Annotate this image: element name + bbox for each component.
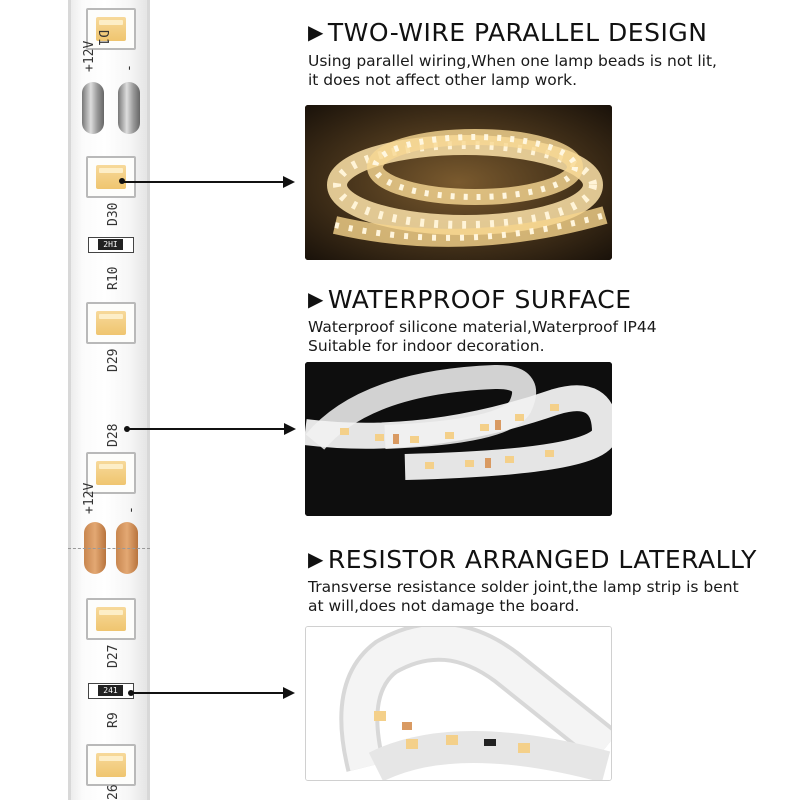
solder-pad-minus-top <box>118 82 140 134</box>
solder-pad-plus-top <box>82 82 104 134</box>
arrow-line-2 <box>128 428 285 430</box>
photo-lit-strip <box>305 105 612 260</box>
label-d29: D29 <box>106 348 121 372</box>
arrow-line-1 <box>124 181 284 183</box>
photo-bent-strip <box>305 626 612 781</box>
label-d28: D28 <box>106 423 121 447</box>
section-title-waterproof: ▶ WATERPROOF SURFACE <box>308 285 632 314</box>
label-r10: R10 <box>106 266 121 290</box>
photo-waterproof-strip <box>305 362 612 516</box>
label-minus-mid: - <box>124 506 139 514</box>
section-desc-parallel-2: it does not affect other lamp work. <box>308 71 578 89</box>
triangle-marker-icon: ▶ <box>308 20 324 44</box>
led-d29 <box>86 302 136 344</box>
resistor-r9: 241 <box>88 683 134 699</box>
section-title-resistor: ▶ RESISTOR ARRANGED LATERALLY <box>308 545 757 574</box>
strip-edge-right <box>147 0 150 800</box>
label-minus-top: - <box>122 64 137 72</box>
label-d1: D1 <box>95 30 110 46</box>
cut-line <box>68 548 150 549</box>
section-desc-resistor-2: at will,does not damage the board. <box>308 597 580 615</box>
label-d30: D30 <box>106 202 121 226</box>
section-desc-resistor-1: Transverse resistance solder joint,the lamp strip is bent <box>308 578 739 596</box>
section-desc-waterproof-2: Suitable for indoor decoration. <box>308 337 545 355</box>
led-d30 <box>86 156 136 198</box>
arrow-right-icon <box>284 423 296 435</box>
arrow-right-icon <box>283 176 295 188</box>
resistor-r10: 2HI <box>88 237 134 253</box>
strip-edge-left <box>68 0 71 800</box>
arrow-right-icon <box>283 687 295 699</box>
led-d26 <box>86 744 136 786</box>
label-r9: R9 <box>106 712 121 728</box>
label-d27: D27 <box>106 644 121 668</box>
led-d27 <box>86 598 136 640</box>
arrow-line-3 <box>132 692 284 694</box>
label-d26: 26 <box>106 784 121 800</box>
section-desc-waterproof-1: Waterproof silicone material,Waterproof IP44 <box>308 318 657 336</box>
section-desc-parallel-1: Using parallel wiring,When one lamp beads is not lit, <box>308 52 717 70</box>
label-plus12-top: +12V <box>82 40 97 72</box>
section-title-parallel: ▶ TWO-WIRE PARALLEL DESIGN <box>308 18 708 47</box>
triangle-marker-icon: ▶ <box>308 547 324 571</box>
triangle-marker-icon: ▶ <box>308 287 324 311</box>
label-plus12-mid: +12V <box>82 482 97 514</box>
